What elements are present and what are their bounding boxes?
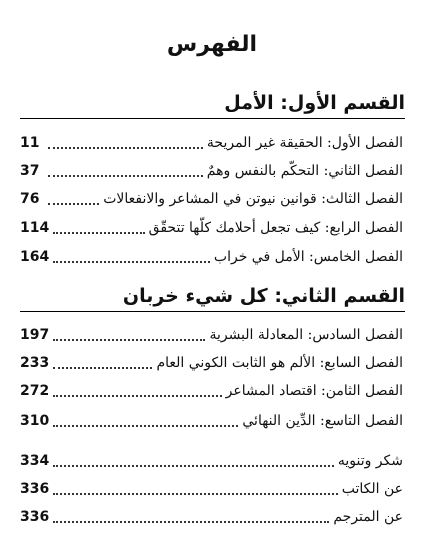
toc-entry-label: الفصل السادس: المعادلة البشرية: [209, 327, 403, 343]
dot-leader: [53, 394, 221, 397]
toc-entry-label: الفصل الرابع: كيف تجعل أحلامك كلّها تتحقّق: [148, 220, 403, 236]
toc-entry-page: 336: [20, 509, 50, 525]
toc-entry[interactable]: [20, 378, 403, 400]
dot-leader: [53, 231, 144, 234]
toc-entry-label: الفصل الثامن: اقتصاد المشاعر: [225, 383, 403, 399]
toc-entry[interactable]: [20, 476, 403, 498]
toc-entry[interactable]: [20, 350, 403, 372]
toc-entry[interactable]: [20, 244, 403, 266]
toc-entry[interactable]: [20, 448, 403, 470]
dot-leader: [53, 492, 338, 495]
toc-entry[interactable]: [20, 158, 403, 180]
dot-leader: [53, 366, 152, 369]
toc-entry-page: 334: [20, 453, 50, 469]
toc-entry[interactable]: [20, 186, 403, 208]
toc-entry-label: الفصل التاسع: الدِّين النهائي: [242, 413, 403, 429]
toc-entry-label: الفصل الأول: الحقيقة غير المريحة: [206, 135, 403, 151]
dot-leader: [48, 174, 203, 177]
dot-leader: [53, 520, 329, 523]
toc-entry-page: 37: [20, 163, 40, 179]
section-heading-1: القسم الأول: الأمل: [20, 90, 405, 119]
toc-entry-page: 164: [20, 249, 50, 265]
toc-entry-label: عن المترجم: [333, 509, 403, 525]
toc-entry-label: الفصل الثاني: التحكّم بالنفس وهمٌ: [206, 163, 403, 179]
toc-entry-page: 197: [20, 327, 50, 343]
toc-entry-page: 114: [20, 220, 50, 236]
dot-leader: [53, 424, 238, 427]
dot-leader: [48, 146, 203, 149]
section-heading-2: القسم الثاني: كل شيء خربان: [20, 283, 405, 312]
toc-entry[interactable]: [20, 130, 403, 152]
toc-entry-label: عن الكاتب: [341, 481, 403, 497]
toc-entry[interactable]: [20, 408, 403, 430]
toc-entry[interactable]: [20, 322, 403, 344]
toc-entry-label: شكر وتنويه: [337, 453, 403, 469]
page-title: الفهرس: [166, 32, 258, 57]
toc-entry-label: الفصل الثالث: قوانين نيوتن في المشاعر والانفعالات: [103, 191, 403, 207]
toc-entry-page: 272: [20, 383, 50, 399]
toc-entry-label: الفصل السابع: الألم هو الثابت الكوني العام: [156, 355, 403, 371]
dot-leader: [53, 338, 205, 341]
toc-entry-page: 76: [20, 191, 40, 207]
dot-leader: [53, 260, 210, 263]
toc-entry[interactable]: [20, 504, 403, 526]
toc-entry-page: 310: [20, 413, 50, 429]
dot-leader: [53, 464, 334, 467]
toc-entry-label: الفصل الخامس: الأمل في خراب: [213, 249, 403, 265]
toc-entry-page: 11: [20, 135, 40, 151]
toc-entry-page: 336: [20, 481, 50, 497]
toc-entry[interactable]: [20, 215, 403, 237]
toc-entry-page: 233: [20, 355, 50, 371]
dot-leader: [48, 202, 99, 205]
